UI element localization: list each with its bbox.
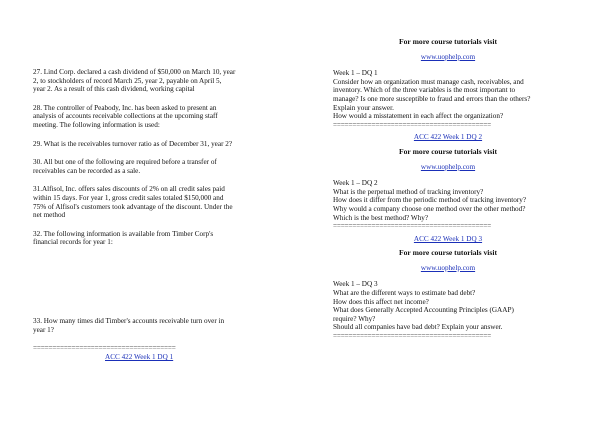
separator-line: ========================================= — [333, 222, 491, 231]
acc-422-week-1-dq-1-link[interactable]: ACC 422 Week 1 DQ 1 — [105, 352, 174, 361]
dq1-text: Week 1 – DQ 1 Consider how an organization must manage cash, receivables, and inventory. Which of the three variables is the most important to manage? Is one more susceptible to fraud and errors than the others? Explain your answer. How would a misstatement in each affect the organization? — [333, 69, 531, 121]
site-link[interactable]: www.uophelp.com — [420, 52, 476, 61]
question-30: 30. All but one of the following are required before a transfer of receivables can be recorded as a sale. — [33, 158, 217, 175]
separator-line: ========================================= — [333, 120, 491, 129]
question-32: 32. The following information is available from Timber Corp's financial records for year 1: — [33, 229, 214, 247]
question-33: 33. How many times did Timber's accounts receivable turn over in year 1? — [33, 316, 225, 334]
tutorials-heading: For more course tutorials visit — [399, 146, 497, 156]
question-27: 27. Lind Corp. declared a cash dividend of $50,000 on March 10, year 2, to stockholders of record March 25, year 2, payable on April 5, year 2. As a result of this cash dividend, working capital — [33, 68, 236, 94]
site-link[interactable]: www.uophelp.com — [420, 162, 476, 171]
left-column — [33, 68, 270, 361]
site-link[interactable]: www.uophelp.com — [420, 263, 476, 272]
separator-line: ========================================= — [333, 332, 491, 341]
acc-422-week-1-dq-3-link[interactable]: ACC 422 Week 1 DQ 3 — [413, 234, 483, 243]
dq2-text: Week 1 – DQ 2 What is the perpetual method of tracking inventory? How does it differ from the periodic method of tracking inventory? Why would a company choose one method over the other method? Which is the best method? Why? — [333, 179, 527, 222]
tutorials-heading: For more course tutorials visit — [399, 248, 497, 258]
question-28: 28. The controller of Peabody, Inc. has been asked to present an analysis of accounts receivable collections at the upcoming staff meeting. The following information is used: — [33, 103, 218, 129]
tutorials-heading: For more course tutorials visit — [399, 37, 497, 46]
question-29: 29. What is the receivables turnover ratio as of December 31, year 2? — [33, 139, 233, 148]
dq3-text: Week 1 – DQ 3 What are the different ways to estimate bad debt? How does this affect net income? What does Generally Accepted Accounting Principles (GAAP) require? Why? Should all companies have bad debt? Explain your answer. — [333, 280, 514, 332]
question-31: 31.Alfisol, Inc. offers sales discounts of 2% on all credit sales paid within 15 days. For year 1, gross credit sales totaled $150,000 and 75% of Alfisol's customers took advantage of the discount. Under the net method — [33, 185, 233, 220]
acc-422-week-1-dq-2-link[interactable]: ACC 422 Week 1 DQ 2 — [413, 133, 483, 142]
separator-line: ===================================== — [33, 344, 176, 353]
right-column — [333, 38, 563, 341]
blank-space — [33, 257, 270, 317]
